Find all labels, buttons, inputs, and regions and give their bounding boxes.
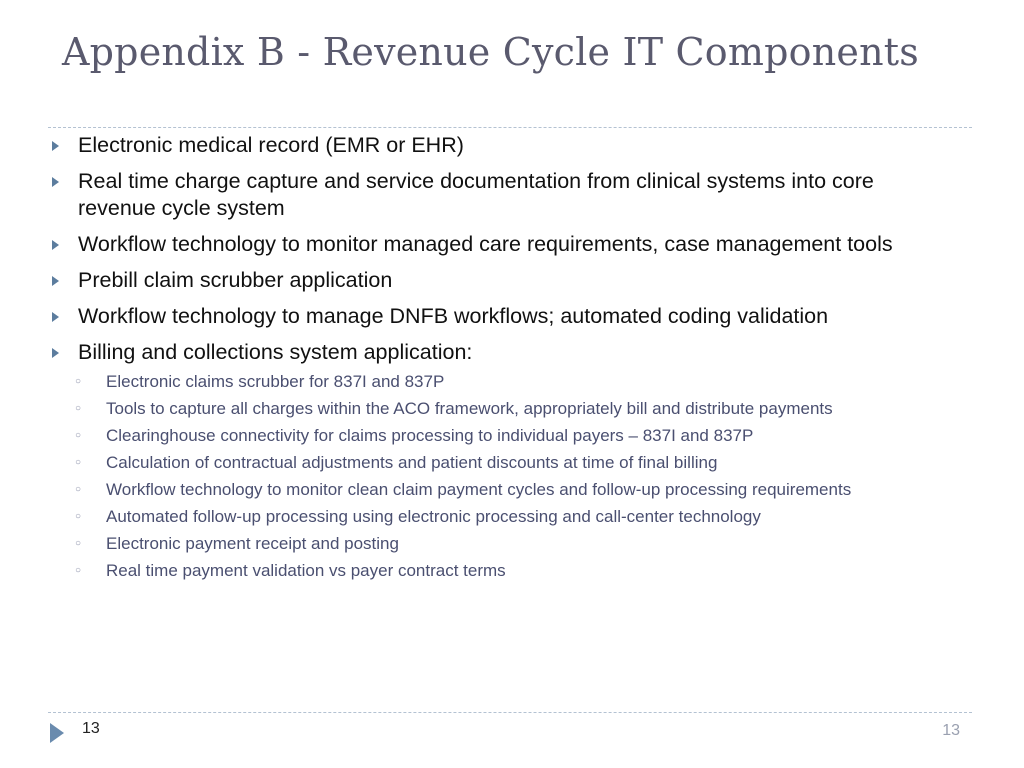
bullet-item	[48, 267, 948, 294]
bullet-item	[48, 132, 948, 159]
bullet-item	[48, 231, 948, 258]
bullet-text: Workflow technology to monitor managed care requirements, case management tools	[78, 232, 893, 256]
sub-bullet-text: Workflow technology to monitor clean claim payment cycles and follow-up processing requirements	[106, 480, 852, 499]
triangle-right-icon	[52, 312, 59, 322]
bullet-text: Prebill claim scrubber application	[78, 268, 393, 292]
sub-bullet-text: Tools to capture all charges within the ACO framework, appropriately bill and distribute payments	[106, 399, 833, 418]
sub-bullet-text: Electronic claims scrubber for 837I and 837P	[106, 372, 445, 391]
sub-bullet-item	[48, 425, 936, 447]
sub-bullet-text: Clearinghouse connectivity for claims processing to individual payers – 837I and 837P	[106, 426, 754, 445]
sub-bullet-item	[48, 371, 936, 393]
bullet-text: Real time charge capture and service documentation from clinical systems into core revenue cycle system	[78, 169, 874, 220]
sub-bullet-list	[48, 371, 948, 582]
triangle-right-icon	[52, 276, 59, 286]
triangle-right-icon	[52, 240, 59, 250]
title-divider	[48, 127, 972, 128]
bullet-item	[48, 339, 948, 366]
triangle-right-icon	[50, 723, 64, 743]
sub-bullet-item	[48, 533, 936, 555]
bullet-item	[48, 168, 948, 222]
bullet-text: Electronic medical record (EMR or EHR)	[78, 133, 464, 157]
bullet-text: Workflow technology to manage DNFB workflows; automated coding validation	[78, 304, 829, 328]
sub-bullet-item	[48, 479, 936, 501]
sub-bullet-text: Calculation of contractual adjustments and patient discounts at time of final billing	[106, 453, 718, 472]
sub-bullet-item	[48, 506, 936, 528]
sub-bullet-item	[48, 452, 936, 474]
sub-bullet-text: Electronic payment receipt and posting	[106, 534, 399, 553]
small-circle-icon: ○	[75, 403, 82, 414]
triangle-right-icon	[52, 348, 59, 358]
footer-divider	[48, 712, 972, 713]
small-circle-icon: ○	[75, 565, 82, 576]
sub-bullet-item	[48, 398, 936, 420]
small-circle-icon: ○	[75, 484, 82, 495]
sub-bullet-text: Real time payment validation vs payer contract terms	[106, 561, 506, 580]
footer-page-label: 13	[82, 720, 100, 737]
slide-title: Appendix B - Revenue Cycle IT Components	[62, 30, 919, 74]
triangle-right-icon	[52, 177, 59, 187]
triangle-right-icon	[52, 141, 59, 151]
bullet-text: Billing and collections system application:	[78, 340, 473, 364]
small-circle-icon: ○	[75, 538, 82, 549]
small-circle-icon: ○	[75, 511, 82, 522]
sub-bullet-item	[48, 560, 936, 582]
small-circle-icon: ○	[75, 376, 82, 387]
small-circle-icon: ○	[75, 457, 82, 468]
small-circle-icon: ○	[75, 430, 82, 441]
sub-bullet-text: Automated follow-up processing using electronic processing and call-center technology	[106, 507, 761, 526]
bullet-item	[48, 303, 948, 330]
slide-number: 13	[942, 722, 960, 739]
bullet-list	[48, 132, 948, 587]
